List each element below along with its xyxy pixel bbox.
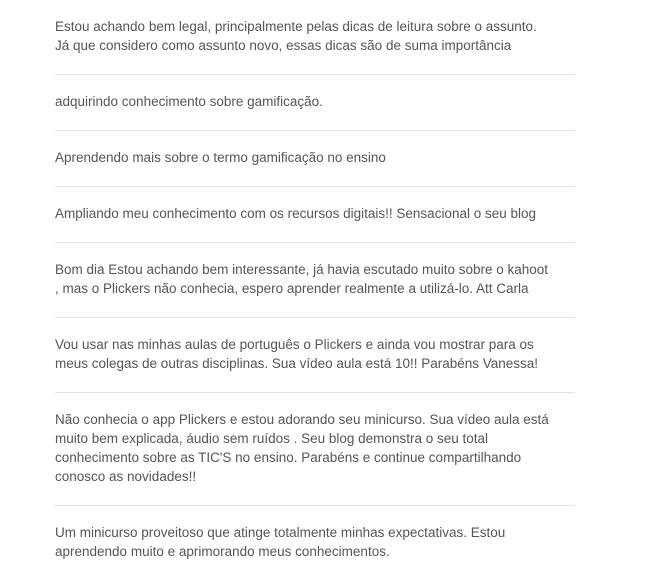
- comment-item: [55, 243, 575, 318]
- comment-item: [55, 187, 575, 243]
- comment-item: [55, 75, 575, 131]
- comment-text: Vou usar nas minhas aulas de português o Plickers e ainda vou mostrar para os meus colegas de outras disciplinas. Sua vídeo aula está 10!! Parabéns Vanessa!: [55, 337, 539, 371]
- comment-item: [55, 506, 575, 580]
- comment-text: Não conhecia o app Plickers e estou adorando seu minicurso. Sua vídeo aula está muito bem explicada, áudio sem ruídos . Seu blog demonstra o seu total conhecimento sobre as TIC'S no ensino. Parabéns e continue compartilhando conosco as novidades!!: [55, 412, 549, 484]
- comment-text: Um minicurso proveitoso que atinge totalmente minhas expectativas. Estou aprendendo muito e aprimorando meus conhecimentos.: [55, 525, 506, 559]
- comment-text: Bom dia Estou achando bem interessante, já havia escutado muito sobre o kahoot , mas o Plickers não conhecia, espero aprender realmente a utilizá-lo. Att Carla: [55, 262, 549, 296]
- comment-item: [55, 131, 575, 187]
- comment-text: Estou achando bem legal, principalmente pelas dicas de leitura sobre o assunto. Já que considero como assunto novo, essas dicas são de suma importância: [55, 19, 537, 53]
- comment-text: adquirindo conhecimento sobre gamificação.: [55, 94, 323, 109]
- comment-item: [55, 318, 575, 393]
- comment-list: [55, 0, 575, 580]
- comment-text: Aprendendo mais sobre o termo gamificação no ensino: [55, 150, 386, 165]
- comment-item: [55, 393, 575, 506]
- comment-text: Ampliando meu conhecimento com os recursos digitais!! Sensacional o seu blog: [55, 206, 537, 221]
- comment-item: [55, 0, 575, 75]
